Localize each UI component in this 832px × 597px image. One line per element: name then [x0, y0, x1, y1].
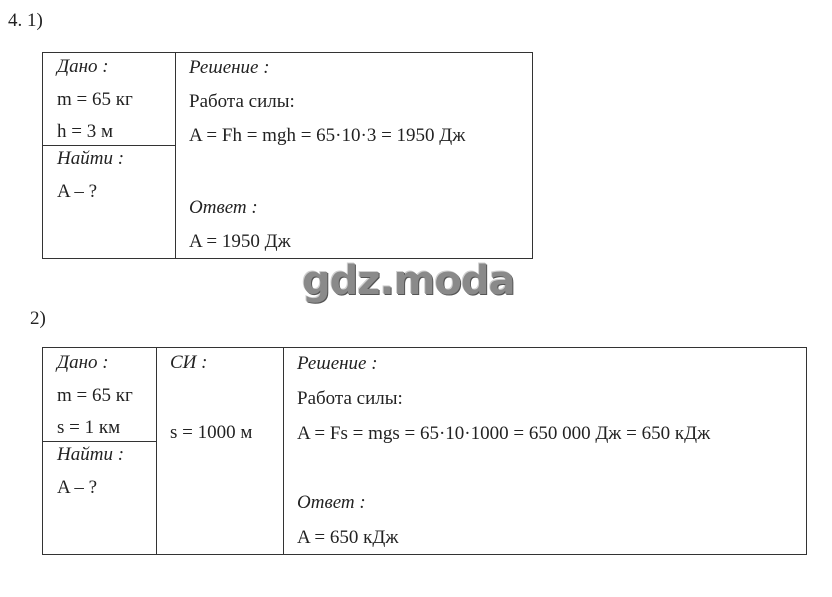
p1-given-h: h = 3 м [57, 121, 113, 142]
p2-answer-value: A = 650 кДж [297, 527, 399, 548]
p1-answer-value: A = 1950 Дж [189, 231, 291, 252]
p2-find-value: A – ? [57, 477, 98, 498]
p2-solution-formula: A = Fs = mgs = 65·10·1000 = 650 000 Дж = 650 кДж [297, 423, 711, 444]
p2-solution-header: Решение : [297, 353, 378, 374]
p1-solution-line1: Работа силы: [189, 91, 295, 112]
p1-find-value: A – ? [57, 181, 98, 202]
problem-1-divider [175, 52, 176, 259]
problem-1-number: 4. 1) [8, 10, 43, 31]
p2-given-header: Дано : [57, 352, 109, 373]
p2-given-s: s = 1 км [57, 417, 121, 438]
p2-given-m: m = 65 кг [57, 385, 133, 406]
p2-answer-header: Ответ : [297, 492, 366, 513]
p1-given-header: Дано : [57, 56, 109, 77]
p1-solution-header: Решение : [189, 57, 270, 78]
p1-given-m: m = 65 кг [57, 89, 133, 110]
p2-si-value: s = 1000 м [170, 422, 253, 443]
p1-find-header: Найти : [57, 148, 125, 169]
p2-si-header: СИ : [170, 352, 208, 373]
watermark-logo: gdz.moda [302, 258, 515, 304]
p1-solution-formula: A = Fh = mgh = 65·10·3 = 1950 Дж [189, 125, 466, 146]
problem-2-number: 2) [30, 308, 46, 329]
p2-find-header: Найти : [57, 444, 125, 465]
problem-2-given-separator [42, 441, 157, 442]
problem-2-divider-given [156, 347, 157, 555]
p2-solution-line1: Работа силы: [297, 388, 403, 409]
problem-2-divider-si [283, 347, 284, 555]
p1-answer-header: Ответ : [189, 197, 258, 218]
problem-1-given-separator [42, 145, 176, 146]
